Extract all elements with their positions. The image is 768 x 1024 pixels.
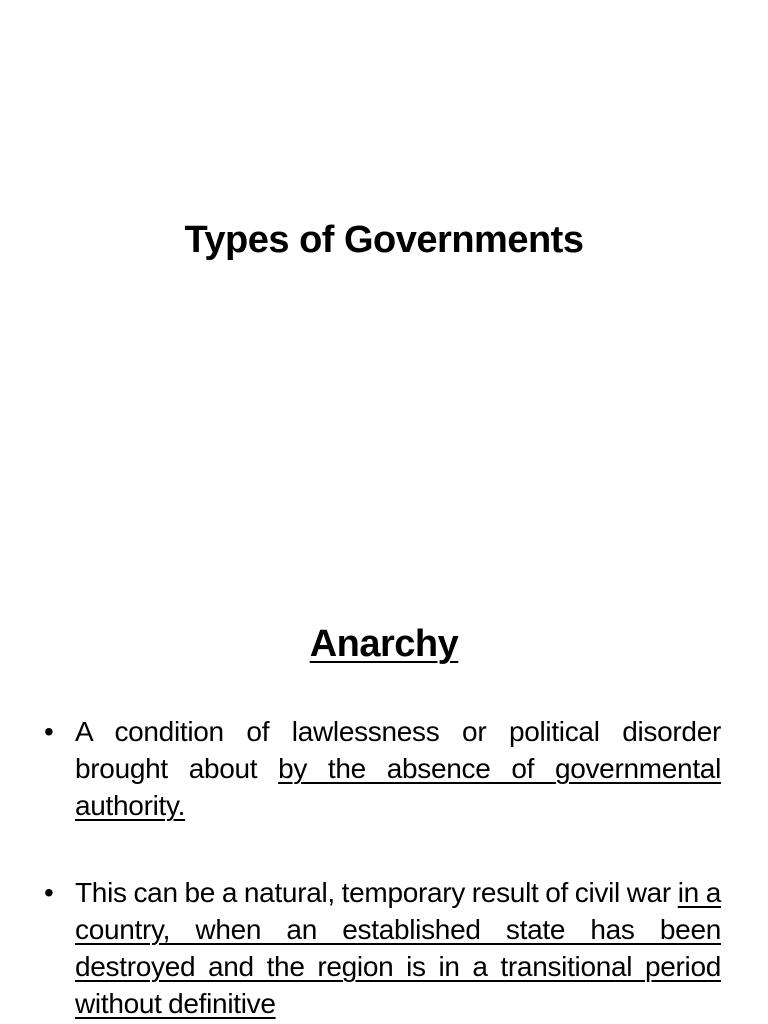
anarchy-heading: Anarchy (309, 623, 459, 665)
bullet-marker: • (44, 716, 54, 747)
bullet-item (0, 874, 768, 1022)
bullet-item (0, 713, 768, 824)
slide-title-heading: Types of Governments (184, 219, 584, 261)
bullet-list (0, 713, 768, 1024)
slide-anarchy (0, 576, 768, 1024)
bullet-underlined-text: by the absence of governmental authority. (75, 753, 721, 821)
bullet-plain-text: A condition of lawlessness or political disorder brought about (75, 716, 721, 784)
bullet-marker: • (44, 877, 54, 908)
bullet-text (75, 713, 721, 824)
bullet-underlined-text: in a country, when an established state has been destroyed and the region is in a transitional period without definitive (75, 877, 722, 1019)
bullet-plain-text: This can be a natural, temporary result of civil war (75, 877, 678, 908)
bullet-text (75, 874, 721, 1022)
